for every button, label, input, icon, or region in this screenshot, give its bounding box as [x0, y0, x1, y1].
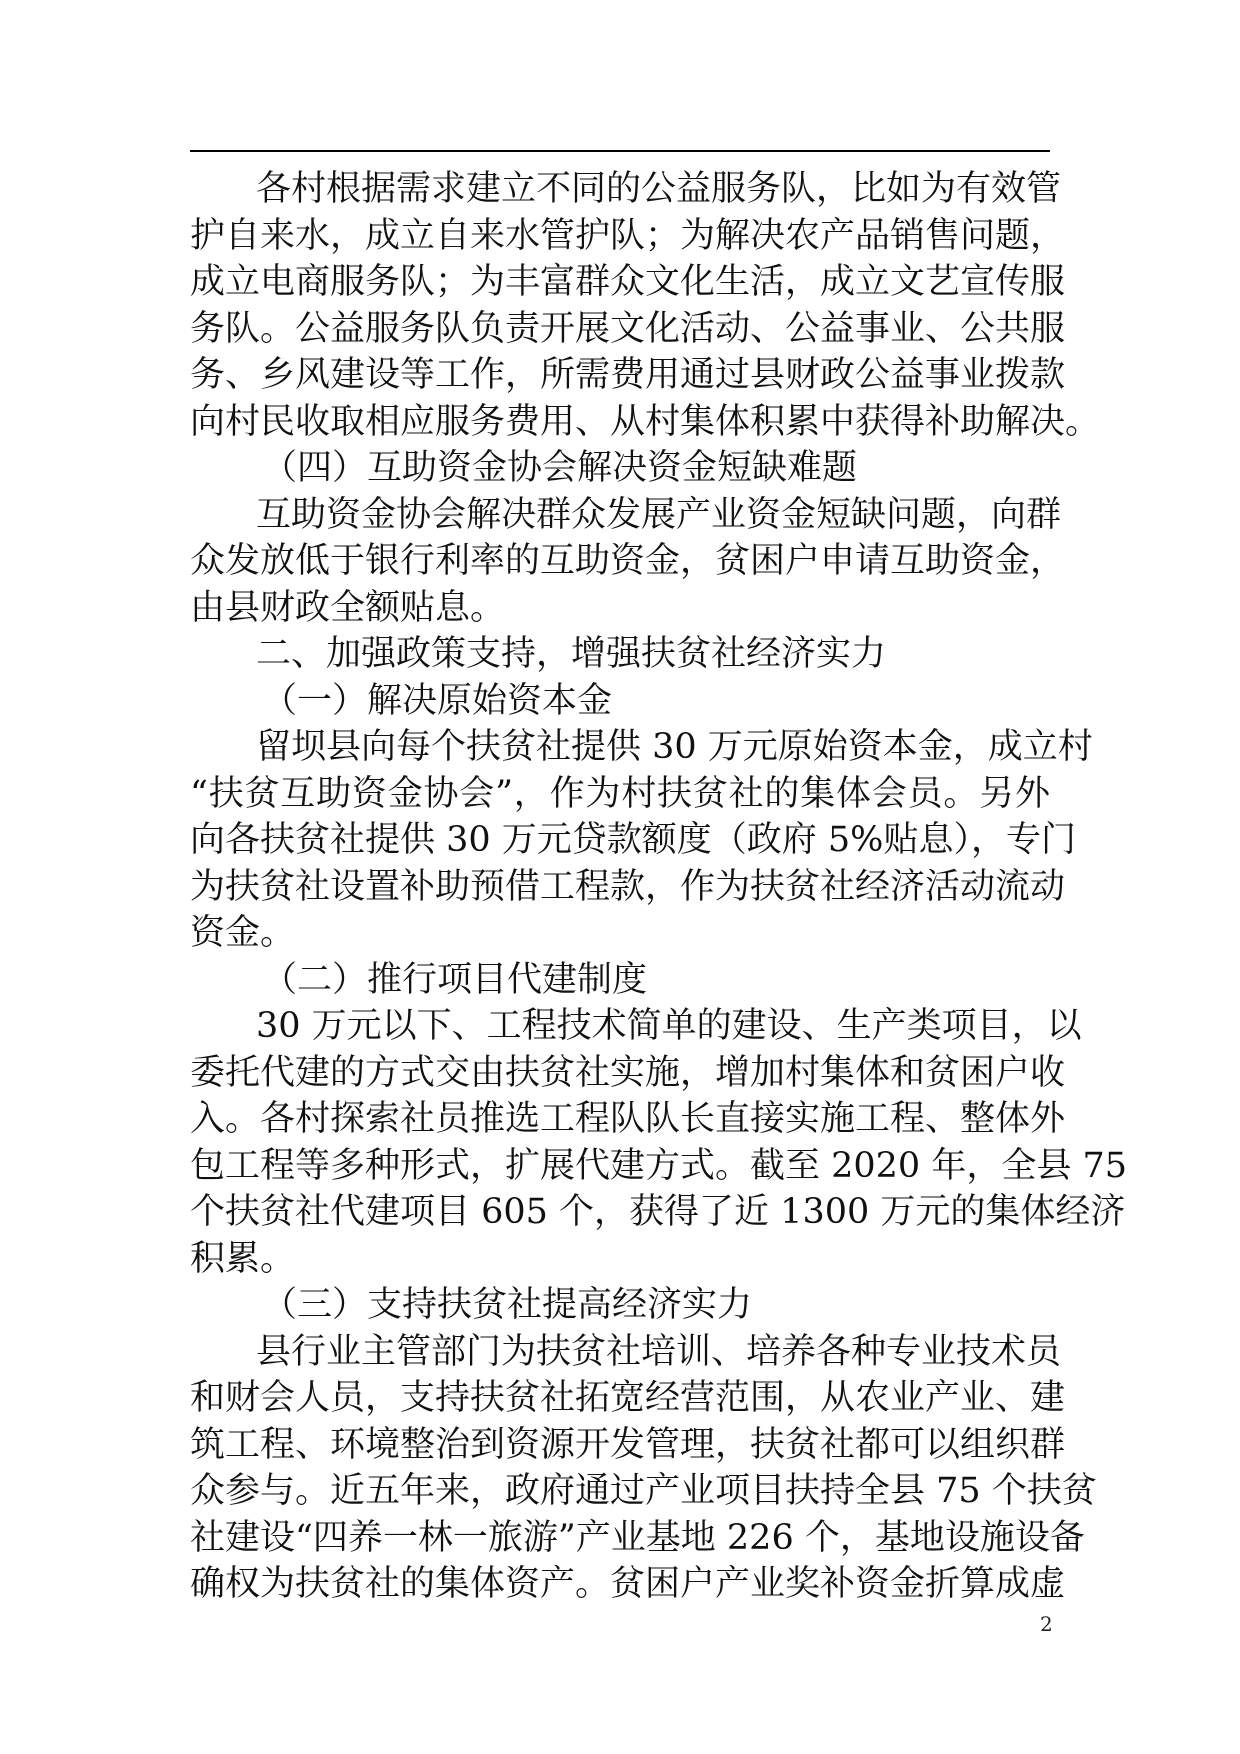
paragraph-line: 众参与。近五年来，政府通过产业项目扶持全县 75 个扶贫: [190, 1471, 1097, 1511]
paragraph-line: 务、乡风建设等工作，所需费用通过县财政公益事业拨款: [190, 355, 1066, 395]
page-number: 2: [1040, 1612, 1053, 1636]
paragraph-line: 由县财政全额贴息。: [190, 587, 506, 628]
paragraph-line: 互助资金协会解决群众发展产业资金短缺问题，向群: [256, 494, 1062, 535]
paragraph-line: 向各扶贫社提供 30 万元贷款额度（政府 5%贴息），专门: [190, 820, 1076, 860]
paragraph-line: 留坝县向每个扶贫社提供 30 万元原始资本金，成立村: [256, 727, 1093, 767]
paragraph-line: 众发放低于银行利率的互助资金，贫困户申请互助资金，: [190, 541, 1066, 581]
paragraph-line: 入。各村探索社员推选工程队队长直接实施工程、整体外: [190, 1099, 1066, 1139]
document-body: [190, 166, 1127, 1608]
section-heading: （一）解决原始资本金: [262, 680, 613, 721]
paragraph-line: 包工程等多种形式，扩展代建方式。截至 2020 年，全县 75: [190, 1145, 1127, 1186]
paragraph-line: 确权为扶贫社的集体资产。贫困户产业奖补资金折算成虚: [190, 1564, 1066, 1604]
paragraph-line: 成立电商服务队；为丰富群众文化生活，成立文艺宣传服: [190, 262, 1066, 302]
paragraph-line: 向村民收取相应服务费用、从村集体积累中获得补助解决。: [190, 401, 1101, 442]
paragraph-line: “扶贫互助资金协会”，作为村扶贫社的集体会员。另外: [190, 773, 1050, 814]
paragraph-line: 筑工程、环境整治到资源开发管理，扶贫社都可以组织群: [190, 1424, 1066, 1465]
chapter-heading: 二、加强政策支持，增强扶贫社经济实力: [256, 634, 887, 674]
section-heading: （二）推行项目代建制度: [262, 959, 648, 1000]
paragraph-line: 社建设“四养一林一旅游”产业基地 226 个，基地设施设备: [190, 1517, 1085, 1558]
paragraph-line: 委托代建的方式交由扶贫社实施，增加村集体和贫困户收: [190, 1052, 1066, 1093]
paragraph-line: 县行业主管部门为扶贫社培训、培养各种专业技术员: [256, 1331, 1062, 1372]
paragraph-line: 为扶贫社设置补助预借工程款，作为扶贫社经济活动流动: [190, 866, 1066, 907]
section-heading: （三）支持扶贫社提高经济实力: [262, 1285, 753, 1325]
header-rule: [190, 150, 1050, 152]
paragraph-line: 30 万元以下、工程技术简单的建设、生产类项目，以: [256, 1006, 1082, 1046]
paragraph-line: 积累。: [190, 1238, 296, 1279]
paragraph-line: 资金。: [190, 913, 296, 953]
paragraph-line: 各村根据需求建立不同的公益服务队，比如为有效管: [256, 169, 1062, 209]
paragraph-line: 个扶贫社代建项目 605 个，获得了近 1300 万元的集体经济: [190, 1192, 1126, 1232]
paragraph-line: 护自来水，成立自来水管护队；为解决农产品销售问题，: [190, 215, 1066, 256]
paragraph-line: 和财会人员，支持扶贫社拓宽经营范围，从农业产业、建: [190, 1378, 1066, 1418]
paragraph-line: 务队。公益服务队负责开展文化活动、公益事业、公共服: [190, 308, 1066, 349]
section-heading: （四）互助资金协会解决资金短缺难题: [262, 448, 858, 488]
